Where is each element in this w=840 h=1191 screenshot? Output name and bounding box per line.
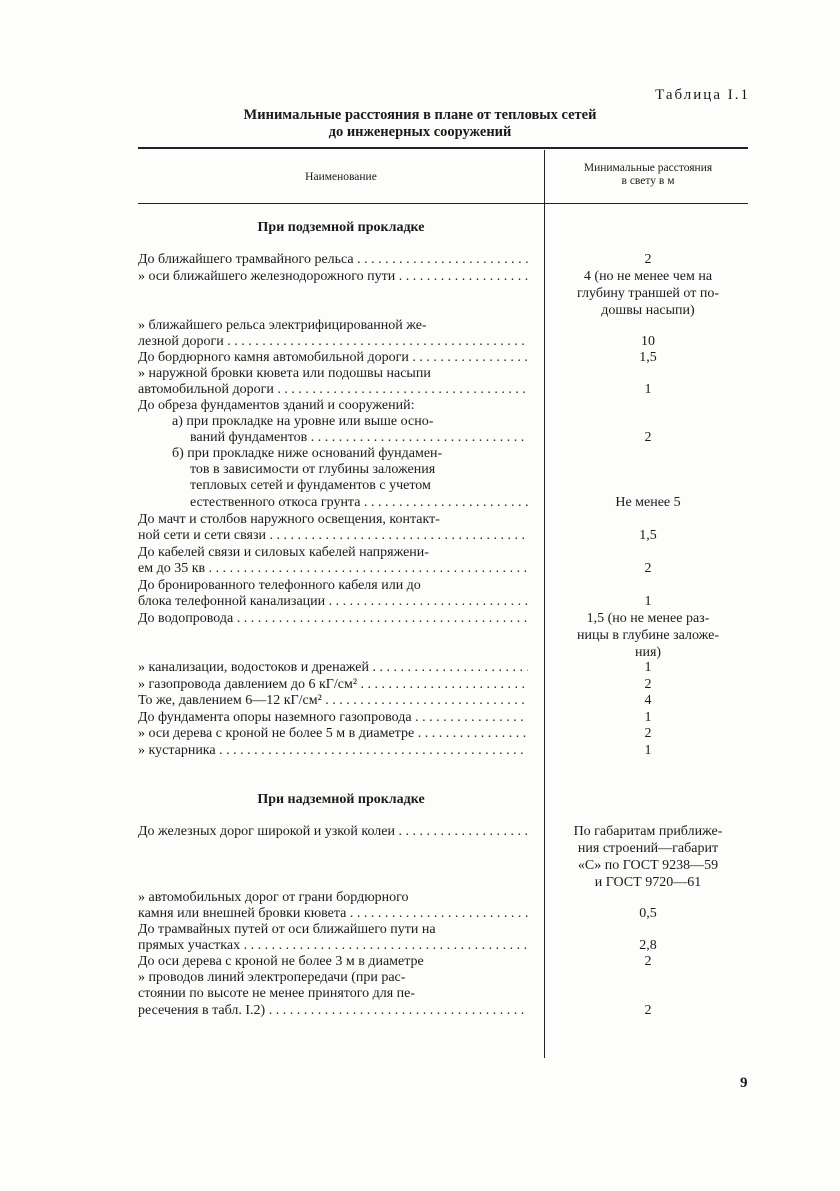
row-value: 2 bbox=[644, 252, 652, 267]
row-name: До фундамента опоры наземного газопровода . . . bbox=[138, 710, 528, 726]
row-name: До железных дорог широкой и узкой колеи . . . bbox=[138, 824, 528, 840]
row-name: стоянии по высоте не менее принятого для пе- bbox=[138, 986, 416, 1001]
row-value: 1 bbox=[644, 382, 652, 397]
row-name: До оси дерева с кроной не более 3 м в диаметре bbox=[138, 954, 424, 969]
row-value: По габаритам приближе- bbox=[573, 824, 723, 839]
row-name: ресечения в табл. I.2) . . . bbox=[138, 1003, 528, 1019]
row-value: 2,8 bbox=[639, 938, 657, 953]
row-value: 2 bbox=[644, 677, 652, 692]
row-value: 2 bbox=[644, 726, 652, 741]
row-name: До мачт и столбов наружного освещения, контакт- bbox=[138, 512, 440, 527]
row-name: » оси ближайшего железнодорожного пути . . . bbox=[138, 269, 528, 285]
column-header-distance-line-2: в свету в м bbox=[621, 175, 675, 187]
row-name: камня или внешней бровки кювета . . . bbox=[138, 906, 528, 922]
row-name: То же, давлением 6—12 кГ/см² . . . bbox=[138, 693, 528, 709]
row-value: 4 (но не менее чем на bbox=[583, 269, 713, 284]
row-name: До ближайшего трамвайного рельса . . . bbox=[138, 252, 528, 268]
row-value: ницы в глубине заложе- bbox=[576, 628, 720, 643]
row-value: 10 bbox=[641, 334, 655, 349]
row-value: 1,5 bbox=[639, 528, 657, 543]
row-value: 2 bbox=[644, 561, 652, 576]
table-title-line-1: Минимальные расстояния в плане от тепловых сетей bbox=[243, 107, 597, 123]
row-value: 1 bbox=[644, 660, 652, 675]
row-name: лезной дороги . . . bbox=[138, 334, 528, 350]
page-number: 9 bbox=[740, 1075, 748, 1091]
row-value: 1 bbox=[644, 710, 652, 725]
row-name: тов в зависимости от глубины заложения bbox=[190, 462, 436, 477]
column-header-name: Наименование bbox=[305, 171, 377, 183]
row-value: 4 bbox=[644, 693, 652, 708]
row-name: б) при прокладке ниже оснований фундамен- bbox=[172, 446, 443, 461]
row-value: «С» по ГОСТ 9238—59 bbox=[577, 858, 719, 873]
row-value: и ГОСТ 9720—61 bbox=[594, 875, 702, 890]
row-value: дошвы насыпи) bbox=[601, 303, 695, 318]
row-name: До трамвайных путей от оси ближайшего пути на bbox=[138, 922, 436, 937]
row-name: а) при прокладке на уровне или выше осно- bbox=[172, 414, 434, 429]
row-name: До бордюрного камня автомобильной дороги . . . bbox=[138, 350, 528, 366]
row-name: » ближайшего рельса электрифицированной же- bbox=[138, 318, 427, 333]
column-header-distance bbox=[548, 162, 748, 188]
row-name: автомобильной дороги . . . bbox=[138, 382, 528, 398]
row-name: До кабелей связи и силовых кабелей напряжени- bbox=[138, 545, 429, 560]
row-value: 1 bbox=[644, 743, 652, 758]
table-title-line-2: до инженерных сооружений bbox=[328, 124, 512, 140]
row-value: 2 bbox=[644, 1003, 652, 1018]
row-value: 2 bbox=[644, 954, 652, 969]
row-name: ем до 35 кв . . . bbox=[138, 561, 528, 577]
row-name: » автомобильных дорог от грани бордюрного bbox=[138, 890, 409, 905]
row-name: ной сети и сети связи . . . bbox=[138, 528, 528, 544]
table-label: Таблица I.1 bbox=[655, 87, 750, 103]
row-value: ния) bbox=[634, 645, 662, 660]
column-divider bbox=[544, 150, 545, 1058]
row-value: 2 bbox=[644, 430, 652, 445]
section-heading-overground: При надземной прокладке bbox=[257, 792, 425, 807]
row-name: тепловых сетей и фундаментов с учетом bbox=[190, 478, 431, 493]
row-name: » оси дерева с кроной не более 5 м в диаметре . . . bbox=[138, 726, 528, 742]
row-name: блока телефонной канализации . . . bbox=[138, 594, 528, 610]
row-name: До обреза фундаментов зданий и сооружений: bbox=[138, 398, 415, 413]
row-name: » газопровода давлением до 6 кГ/см² . . . bbox=[138, 677, 528, 693]
row-name: ваний фундаментов . . . bbox=[190, 430, 528, 446]
row-name: » наружной бровки кювета или подошвы насыпи bbox=[138, 366, 431, 381]
row-value: Не менее 5 bbox=[615, 495, 681, 510]
row-name: прямых участках . . . bbox=[138, 938, 528, 954]
row-name: До бронированного телефонного кабеля или до bbox=[138, 578, 421, 593]
row-value: ния строений—габарит bbox=[577, 841, 719, 856]
row-name: До водопровода . . . bbox=[138, 611, 528, 627]
header-bottom-rule bbox=[138, 203, 748, 204]
row-name: естественного откоса грунта . . . bbox=[190, 495, 528, 511]
row-value: 0,5 bbox=[639, 906, 657, 921]
column-header-distance-line-1: Минимальные расстояния bbox=[583, 162, 713, 174]
header-top-rule bbox=[138, 147, 748, 149]
row-name: » проводов линий электропередачи (при рас- bbox=[138, 970, 406, 985]
row-value: глубину траншей от по- bbox=[576, 286, 719, 301]
row-name: » кустарника . . . bbox=[138, 743, 528, 759]
row-name: » канализации, водостоков и дренажей . . . bbox=[138, 660, 528, 676]
section-heading-underground: При подземной прокладке bbox=[257, 220, 425, 235]
row-value: 1,5 (но не менее раз- bbox=[586, 611, 710, 626]
row-value: 1,5 bbox=[639, 350, 657, 365]
row-value: 1 bbox=[644, 594, 652, 609]
